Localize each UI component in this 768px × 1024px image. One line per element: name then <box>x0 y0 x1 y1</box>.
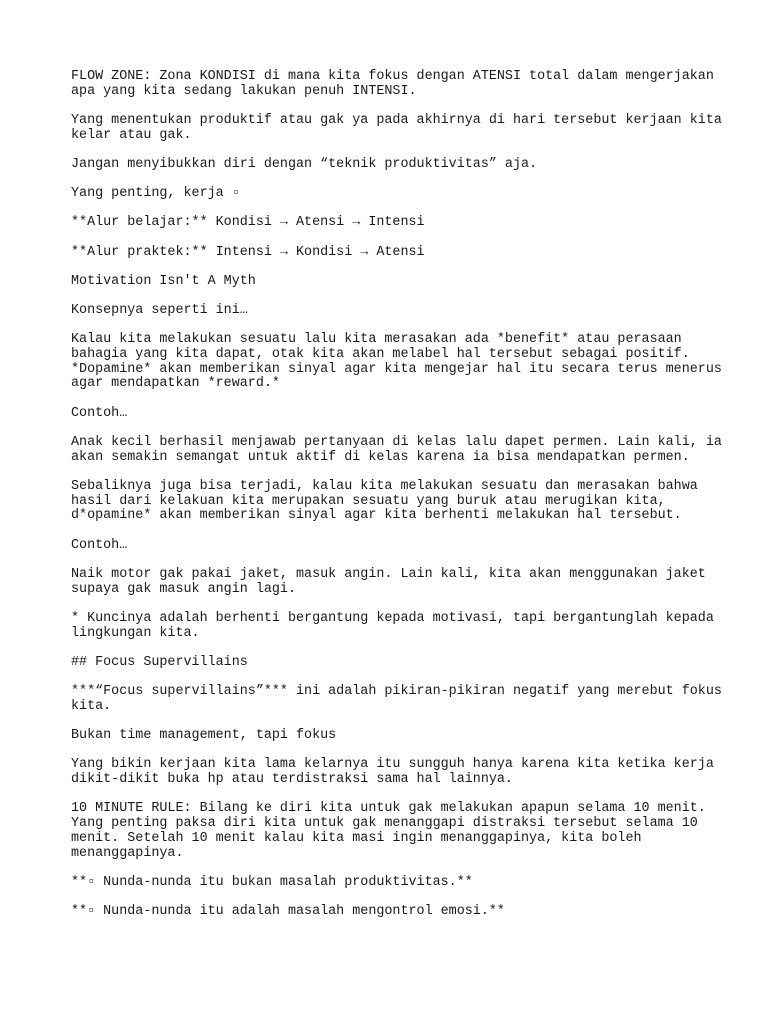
text-line: ## Focus Supervillains <box>71 654 248 670</box>
paragraph-opposite <box>71 480 711 524</box>
paragraph-procrastination-1 <box>71 876 711 891</box>
text-line: Konsepnya seperti ini… <box>71 302 248 318</box>
paragraph-technique <box>71 158 711 173</box>
text-line: Jangan menyibukkan diri dengan “teknik produktivitas” aja. <box>71 156 538 172</box>
paragraph-child-example <box>71 434 722 466</box>
paragraph-supervillains <box>71 683 722 715</box>
text-line: **Alur praktek:** Intensi → Kondisi → Atensi <box>71 244 425 260</box>
text-line: **Alur belajar:** Kondisi → Atensi → Intensi <box>71 215 425 231</box>
text-line: kita. <box>71 698 112 714</box>
text-line: Naik motor gak pakai jaket, masuk angin. Lain kali, kita akan menggunakan jaket <box>71 566 706 582</box>
text-line: bahagia yang kita dapat, otak kita akan melabel hal tersebut sebagai positif. <box>71 346 690 362</box>
paragraph-work <box>71 187 711 202</box>
paragraph-flow-zone <box>71 69 714 100</box>
text-line: kelar atau gak. <box>71 127 192 143</box>
text-line: ***“Focus supervillains”*** ini adalah pikiran-pikiran negatif yang merebut fokus <box>71 683 722 699</box>
text-line: Yang penting paksa diri kita untuk gak menanggapi distraksi tersebut selama 10 <box>71 815 698 831</box>
heading-motivation <box>71 275 711 290</box>
text-line: Bukan time management, tapi fokus <box>71 727 337 743</box>
text-line: Anak kecil berhasil menjawab pertanyaan di kelas lalu dapet permen. Lain kali, ia <box>71 434 722 450</box>
text-line: menanggapinya. <box>71 845 184 861</box>
text-line: Kalau kita melakukan sesuatu lalu kita merasakan ada *benefit* atau perasaan <box>71 332 682 348</box>
paragraph-productive <box>71 112 722 144</box>
text-line: agar mendapatkan *reward.* <box>71 376 280 392</box>
paragraph-learning-flow <box>71 216 711 231</box>
text-line: supaya gak masuk angin lagi. <box>71 581 296 597</box>
paragraph-example-2 <box>71 539 711 554</box>
text-line: hasil dari kelakuan kita merupakan sesuatu yang buruk atau merugikan kita, <box>71 493 666 509</box>
paragraph-distraction <box>71 757 714 788</box>
paragraph-key <box>71 610 714 642</box>
heading-focus-supervillains <box>71 656 711 671</box>
text-line: Sebaliknya juga bisa terjadi, kalau kita melakukan sesuatu dan merasakan bahwa <box>71 478 698 494</box>
text-line: Yang penting, kerja ▫ <box>71 186 240 202</box>
paragraph-example-1 <box>71 407 711 422</box>
paragraph-10-minute-rule <box>71 802 711 861</box>
paragraph-procrastination-2 <box>71 905 711 920</box>
text-line: lingkungan kita. <box>71 625 200 641</box>
text-line: d*opamine* akan memberikan sinyal agar kita berhenti melakukan hal tersebut. <box>71 508 682 524</box>
text-line: **▫ Nunda-nunda itu bukan masalah produktivitas.** <box>71 874 473 890</box>
text-line: *Dopamine* akan memberikan sinyal agar kita mengejar hal itu secara terus menerus <box>71 361 722 377</box>
text-line: **▫ Nunda-nunda itu adalah masalah mengontrol emosi.** <box>71 903 505 919</box>
paragraph-dopamine <box>71 332 722 392</box>
paragraph-motor-example <box>71 568 711 598</box>
paragraph-time-management <box>71 729 711 744</box>
text-line: akan semakin semangat untuk aktif di kelas karena ia bisa mendapatkan permen. <box>71 449 690 465</box>
text-line: dikit-dikit buka hp atau terdistraksi sama hal lainnya. <box>71 771 513 787</box>
text-line: Motivation Isn't A Myth <box>71 273 256 289</box>
text-line: * Kuncinya adalah berhenti bergantung kepada motivasi, tapi bergantunglah kepada <box>71 610 714 626</box>
text-line: Yang menentukan produktif atau gak ya pada akhirnya di hari tersebut kerjaan kita <box>71 112 722 128</box>
document-page <box>71 69 722 934</box>
paragraph-practice-flow <box>71 246 711 261</box>
text-line: Yang bikin kerjaan kita lama kelarnya itu sungguh hanya karena kita ketika kerja <box>71 757 714 773</box>
paragraph-concept <box>71 304 711 319</box>
text-line: FLOW ZONE: Zona KONDISI di mana kita fokus dengan ATENSI total dalam mengerjakan <box>71 69 714 84</box>
text-line: Contoh… <box>71 537 128 553</box>
text-line: menit. Setelah 10 menit kalau kita masi ingin menanggapinya, kita boleh <box>71 830 642 846</box>
text-line: Contoh… <box>71 405 128 421</box>
text-line: apa yang kita sedang lakukan penuh INTENSI. <box>71 83 417 99</box>
text-line: 10 MINUTE RULE: Bilang ke diri kita untuk gak melakukan apapun selama 10 menit. <box>71 801 706 817</box>
